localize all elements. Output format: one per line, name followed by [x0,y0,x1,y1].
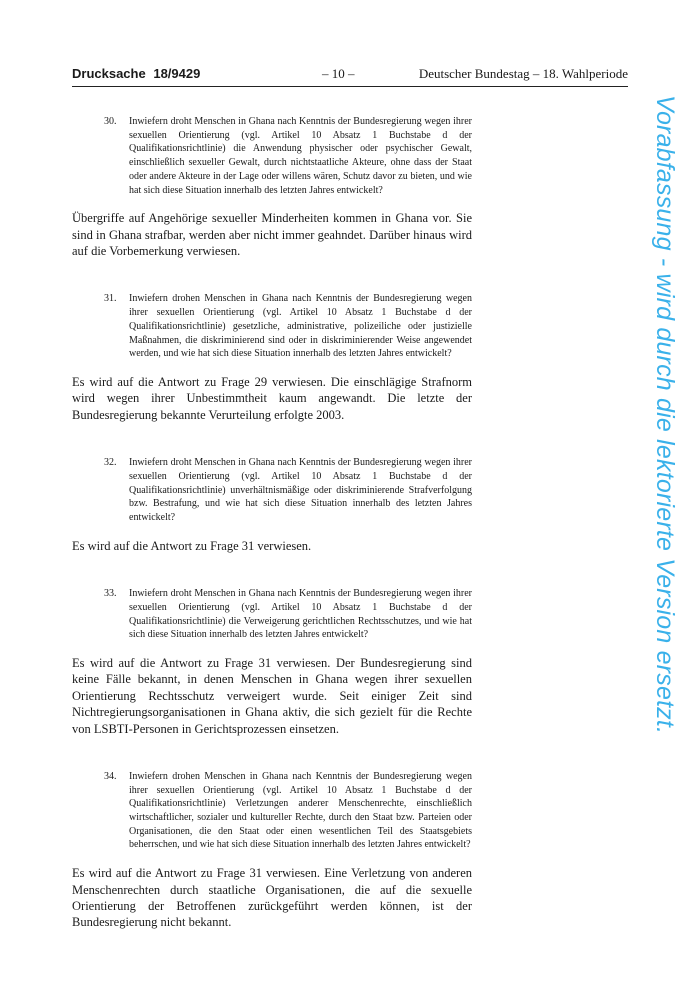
question-33 [72,587,472,642]
page-number: – 10 – [322,66,355,81]
answer-33: Es wird auf die Antwort zu Frage 31 verwiesen. Der Bundesregierung sind keine Fälle bekannt, in denen Menschen in Ghana wegen ihrer sexuellen Orientierung Rechtsschutz verweigert wurde. Seit einiger Zeit sind Nichtregierungsorganisationen in Ghana aktiv, die sich gezielt für die Rechte von LSBTI-Personen in Gerichtsprozessen einsetzen. [72,655,472,736]
draft-watermark: Vorabfassung - wird durch die lektorierte Version ersetzt. [651,95,679,735]
question-number: 30. [104,116,117,127]
question-text: Inwiefern droht Menschen in Ghana nach Kenntnis der Bundesregierung wegen ihrer sexuellen Orientierung (vgl. Artikel 10 Absatz 1 Buchstabe d der Qualifikationsrichtlinie) unverhältnismäßige oder diskriminierende Strafverfolgung bzw. Bestrafung, und wie hat sich diese Situation innerhalb des letzten Jahres entwickelt? [129,457,472,523]
question-31 [72,292,472,361]
answer-30: Übergriffe auf Angehörige sexueller Minderheiten kommen in Ghana vor. Sie sind in Ghana strafbar, werden aber nicht immer geahndet. Darüber hinaus wird auf die Vorbemerkung verwiesen. [72,211,472,259]
question-30 [72,115,472,197]
question-text: Inwiefern drohen Menschen in Ghana nach Kenntnis der Bundesregierung wegen ihrer sexuellen Orientierung (vgl. Artikel 10 Absatz 1 Buchstabe d der Qualifikationsrichtlinie) Verletzungen anderer Menschenrechte, einschließlich wirtschaftlicher, sozialer und kultureller Rechte, durch den Staat bzw. Parteien oder Organisationen, die den Staat oder einen wesentlichen Teil des Staatsgebiets beherrschen, und wie hat sich diese Situation innerhalb des letzten Jahres entwickelt? [129,770,472,851]
question-32 [72,456,472,525]
question-text: Inwiefern droht Menschen in Ghana nach Kenntnis der Bundesregierung wegen ihrer sexuellen Orientierung (vgl. Artikel 10 Absatz 1 Buchstabe d der Qualifikationsrichtlinie) die Anwendung physischer oder psychischer Gewalt, einschließlich sexueller Gewalt, durch nichtstaatliche Akteure, ohne dass der Staat oder andere Akteure in der Lage oder willens wären, Schutz davor zu bieten, und wie hat sich diese Situation innerhalb des letzten Jahres entwickelt? [129,116,472,196]
answer-31: Es wird auf die Antwort zu Frage 29 verwiesen. Die einschlägige Strafnorm wird wegen ihrer Unbestimmtheit kaum angewandt. Die letzte der Bundesregierung bekannte Verurteilung erfolgte 2003. [72,374,472,422]
question-number: 33. [104,588,117,600]
question-number: 34. [104,770,117,782]
document-body [72,115,472,964]
document-label: Drucksache [72,66,146,81]
document-number-prefix: 18/ [153,66,172,81]
answer-32: Es wird auf die Antwort zu Frage 31 verwiesen. [72,538,312,553]
page-header [72,66,628,87]
answer-34: Es wird auf die Antwort zu Frage 31 verwiesen. Eine Verletzung von anderen Menschenrechten durch staatliche Organisationen, die auf die sexuelle Orientierung der Betroffenen zurückgeführt werden können, ist der Bundesregierung nicht bekannt. [72,866,472,930]
question-number: 31. [104,293,117,305]
document-id [72,66,200,81]
question-text: Inwiefern droht Menschen in Ghana nach Kenntnis der Bundesregierung wegen ihrer sexuellen Orientierung (vgl. Artikel 10 Absatz 1 Buchstabe d der Qualifikationsrichtlinie) die Verweigerung gerichtlichen Rechtsschutzes, und wie hat sich diese Situation innerhalb des letzten Jahres entwickelt? [129,588,472,641]
question-number: 32. [104,457,117,469]
publisher: Deutscher Bundestag – 18. Wahlperiode [418,66,628,81]
question-text: Inwiefern drohen Menschen in Ghana nach Kenntnis der Bundesregierung wegen ihrer sexuellen Orientierung (vgl. Artikel 10 Absatz 1 Buchstabe d der Qualifikationsrichtlinie) gesetzliche, administrative, polizeiliche oder justizielle Maßnahmen, die diskriminierend sind oder in diskriminierender Weise angewendet werden, und wie hat sich diese Situation innerhalb des letzten Jahres entwickelt? [129,293,472,360]
question-34 [72,770,472,852]
document-number-suffix: 9429 [171,66,201,81]
